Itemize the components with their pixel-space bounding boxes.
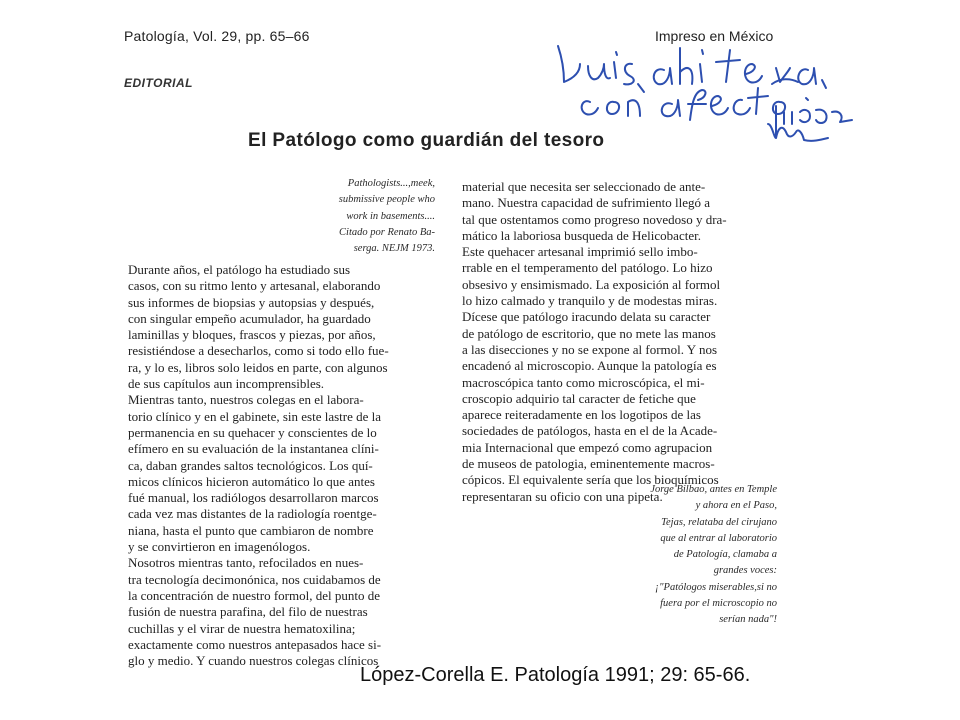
text-line: aparece reiteradamente en los logotipos de las bbox=[462, 407, 701, 423]
text-line: macroscópica tanto como microscópica, el mi- bbox=[462, 374, 705, 390]
text-line: resistiéndose a desecharlos, como si todo ello fue- bbox=[128, 343, 389, 359]
text-line: cuchillas y el virar de nuestra hematoxilina; bbox=[128, 620, 356, 636]
text-line: exactamente como nuestros antepasados hace si- bbox=[128, 636, 382, 652]
text-line: de museos de patologia, eminentemente macros- bbox=[462, 456, 715, 472]
text-line: obsesivo y ensimismado. La exposición al formol bbox=[462, 276, 721, 292]
text-line: fué manual, los radiólogos desarrollaron marcos bbox=[128, 490, 379, 506]
text-line: lo hizo calmado y tranquilo y de modestas miras. bbox=[462, 293, 718, 309]
epigraph-top bbox=[290, 176, 435, 257]
text-line: rrable en el temperamento del patólogo. Lo hizo bbox=[462, 260, 713, 276]
text-line: la concentración de nuestro formol, del punto de bbox=[128, 587, 380, 603]
epigraph-line: work in basements.... bbox=[346, 210, 435, 222]
epigraph-line: ¡"Patólogos miserables,si no bbox=[655, 581, 777, 593]
epigraph-line: serían nada"! bbox=[719, 614, 777, 626]
text-line: laminillas y bloques, frascos y piezas, por años, bbox=[128, 327, 376, 343]
text-line: cada vez mas distantes de la radiología roentge- bbox=[128, 506, 377, 522]
text-line: croscopio adquirio tal caracter de fetiche que bbox=[462, 390, 696, 406]
text-line: niana, hasta el punto que cambiaron de nombre bbox=[128, 522, 374, 538]
epigraph-line: y ahora en el Paso, bbox=[695, 500, 777, 512]
text-line: ca, daban grandes saltos tecnológicos. Los quí- bbox=[128, 457, 373, 473]
text-line: Dícese que patólogo iracundo delata su caracter bbox=[462, 309, 711, 325]
epigraph-line: Citado por Renato Ba- bbox=[339, 226, 435, 238]
text-line: y se convirtieron en imagenólogos. bbox=[128, 539, 311, 555]
text-line: material que necesita ser seleccionado de ante- bbox=[462, 179, 706, 194]
printed-in-label: Impreso en México bbox=[655, 28, 774, 44]
epigraph-line: Tejas, relataba del cirujano bbox=[661, 516, 777, 528]
citation-caption: López-Corella E. Patología 1991; 29: 65-66. bbox=[360, 664, 751, 686]
text-line: mático la laboriosa busqueda de Helicobacter. bbox=[462, 227, 701, 243]
text-line: tra tecnología decimonónica, nos cuidabamos de bbox=[128, 571, 381, 587]
text-line: de patólogo de escritorio, que no mete las manos bbox=[462, 325, 716, 341]
text-line: Nosotros mientras tanto, refocilados en nues- bbox=[128, 555, 364, 571]
text-line: con singular empeño acumulador, ha guardado bbox=[128, 310, 371, 326]
text-line: de sus capítulos aun incomprensibles. bbox=[128, 376, 325, 392]
text-line: a las disecciones y no se expone al formol. Y nos bbox=[462, 341, 717, 357]
text-line: mano. Nuestra capacidad de sufrimiento llegó a bbox=[462, 195, 710, 211]
text-line: efímero en su evaluación de la instantanea clíni- bbox=[128, 441, 379, 457]
epigraph-bottom bbox=[595, 482, 777, 629]
epigraph-line: submissive people who bbox=[338, 194, 435, 206]
text-line: Mientras tanto, nuestros colegas en el labora- bbox=[128, 392, 364, 408]
epigraph-line: Jorge Bilbao, antes en Temple bbox=[650, 484, 777, 495]
text-line: cópicos. El equivalente sería que los bioquímicos bbox=[462, 472, 719, 488]
epigraph-line: serga. NEJM 1973. bbox=[353, 243, 435, 255]
text-line: Este quehacer artesanal imprimió sello imbo- bbox=[462, 244, 698, 260]
section-label: EDITORIAL bbox=[124, 76, 193, 90]
epigraph-line: Pathologists...,meek, bbox=[347, 178, 435, 189]
text-line: casos, con su ritmo lento y artesanal, elaborando bbox=[128, 278, 381, 294]
epigraph-line: que al entrar al laboratorio bbox=[660, 532, 777, 544]
epigraph-line: de Patología, clamaba a bbox=[673, 549, 777, 561]
text-line: tal que ostentamos como progreso novedoso y dra- bbox=[462, 211, 727, 227]
text-line: sociedades de patólogos, hasta en el de la Acade- bbox=[462, 423, 718, 439]
article-title: El Patólogo como guardián del tesoro bbox=[248, 130, 605, 151]
text-line: encadenó al microscopio. Aunque la patología es bbox=[462, 358, 717, 374]
left-column bbox=[128, 262, 440, 669]
epigraph-line: grandes voces: bbox=[713, 565, 777, 577]
text-line: fusión de nuestra parafina, del filo de nuestras bbox=[128, 604, 368, 620]
text-line: mia Internacional que empezó como agrupacion bbox=[462, 439, 713, 455]
journal-header: Patología, Vol. 29, pp. 65–66 bbox=[124, 28, 310, 44]
text-line: representaran su oficio con una pipeta. bbox=[462, 488, 663, 504]
text-line: glo y medio. Y cuando nuestros colegas clínicos bbox=[128, 653, 379, 669]
text-line: ra, y lo es, libros solo leidos en parte, con algunos bbox=[128, 359, 388, 375]
epigraph-line: fuera por el microscopio no bbox=[660, 598, 777, 610]
text-line: permanencia en su quehacer y conscientes de lo bbox=[128, 424, 377, 440]
text-line: Durante años, el patólogo ha estudiado sus bbox=[128, 262, 351, 277]
text-line: torio clínico y en el gabinete, sin este lastre de la bbox=[128, 408, 382, 424]
text-line: micos clínicos hicieron automático lo que antes bbox=[128, 473, 375, 489]
text-line: sus informes de biopsias y autopsias y después, bbox=[128, 294, 375, 310]
